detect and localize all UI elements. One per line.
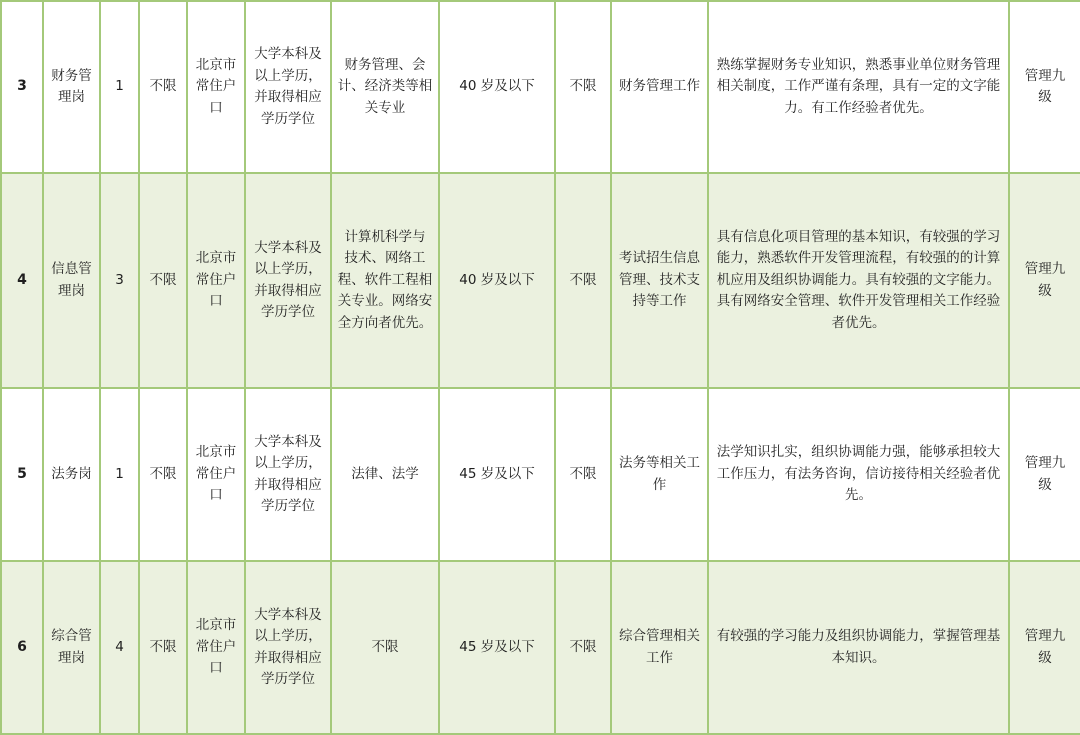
position-name: 财务管 理岗 xyxy=(43,1,100,173)
position-level: 管理九 级 xyxy=(1009,1,1080,173)
education-requirement: 大学本科及 以上学历， 并取得相应 学历学位 xyxy=(245,388,331,561)
table-row xyxy=(1,561,1080,734)
age-requirement: 40 岁及以下 xyxy=(439,1,555,173)
position-name: 综合管 理岗 xyxy=(43,561,100,734)
hukou-requirement: 北京市 常住户 口 xyxy=(187,388,245,561)
political-status: 不限 xyxy=(555,1,611,173)
hiring-count: 1 xyxy=(100,1,139,173)
age-requirement: 45 岁及以下 xyxy=(439,561,555,734)
job-duty: 综合管理相关 工作 xyxy=(611,561,708,734)
row-number: 5 xyxy=(1,388,43,561)
other-requirements: 熟练掌握财务专业知识，熟悉事业单位财务管理 相关制度，工作严谨有条理，具有一定的文字能 力。有工作经验者优先。 xyxy=(708,1,1009,173)
job-duty: 法务等相关工 作 xyxy=(611,388,708,561)
political-status: 不限 xyxy=(555,561,611,734)
political-status: 不限 xyxy=(555,173,611,388)
hukou-requirement: 北京市 常住户 口 xyxy=(187,561,245,734)
position-name: 法务岗 xyxy=(43,388,100,561)
other-requirements: 法学知识扎实，组织协调能力强，能够承担较大 工作压力，有法务咨询，信访接待相关经验者优 先。 xyxy=(708,388,1009,561)
position-level: 管理九 级 xyxy=(1009,388,1080,561)
other-requirements: 具有信息化项目管理的基本知识，有较强的学习 能力，熟悉软件开发管理流程，有较强的的计算 机应用及组织协调能力。具有较强的文字能力。 具有网络安全管理、软件开发管理相关工作经验 者优先。 xyxy=(708,173,1009,388)
position-level: 管理九 级 xyxy=(1009,173,1080,388)
position-level: 管理九 级 xyxy=(1009,561,1080,734)
hukou-requirement: 北京市 常住户 口 xyxy=(187,173,245,388)
gender-requirement: 不限 xyxy=(139,173,187,388)
hukou-requirement: 北京市 常住户 口 xyxy=(187,1,245,173)
row-number: 6 xyxy=(1,561,43,734)
other-requirements: 有较强的学习能力及组织协调能力，掌握管理基 本知识。 xyxy=(708,561,1009,734)
table-row xyxy=(1,173,1080,388)
age-requirement: 45 岁及以下 xyxy=(439,388,555,561)
table-row xyxy=(1,1,1080,173)
age-requirement: 40 岁及以下 xyxy=(439,173,555,388)
gender-requirement: 不限 xyxy=(139,561,187,734)
job-duty: 财务管理工作 xyxy=(611,1,708,173)
major-requirement: 财务管理、会 计、经济类等相 关专业 xyxy=(331,1,439,173)
gender-requirement: 不限 xyxy=(139,1,187,173)
gender-requirement: 不限 xyxy=(139,388,187,561)
position-name: 信息管 理岗 xyxy=(43,173,100,388)
hiring-count: 3 xyxy=(100,173,139,388)
political-status: 不限 xyxy=(555,388,611,561)
major-requirement: 不限 xyxy=(331,561,439,734)
major-requirement: 法律、法学 xyxy=(331,388,439,561)
row-number: 4 xyxy=(1,173,43,388)
education-requirement: 大学本科及 以上学历， 并取得相应 学历学位 xyxy=(245,1,331,173)
row-number: 3 xyxy=(1,1,43,173)
education-requirement: 大学本科及 以上学历， 并取得相应 学历学位 xyxy=(245,561,331,734)
hiring-count: 1 xyxy=(100,388,139,561)
education-requirement: 大学本科及 以上学历， 并取得相应 学历学位 xyxy=(245,173,331,388)
table-row xyxy=(1,388,1080,561)
job-duty: 考试招生信息 管理、技术支 持等工作 xyxy=(611,173,708,388)
hiring-count: 4 xyxy=(100,561,139,734)
major-requirement: 计算机科学与 技术、网络工 程、软件工程相 关专业。网络安 全方向者优先。 xyxy=(331,173,439,388)
